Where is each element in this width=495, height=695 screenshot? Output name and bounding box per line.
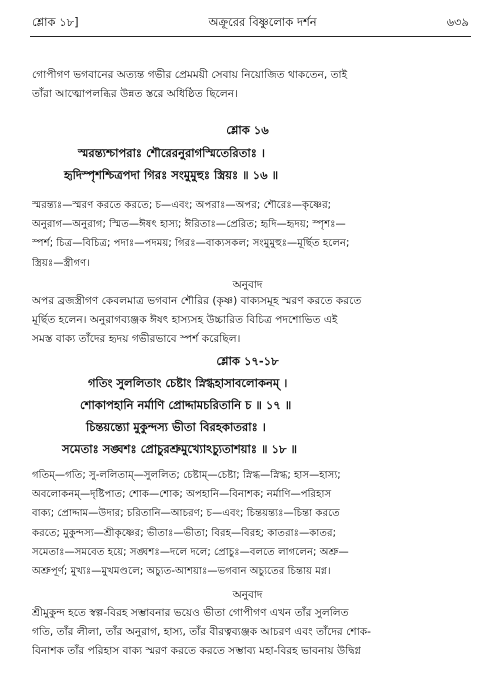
header-divider xyxy=(30,36,471,37)
header-chapter-title: অক্রূরের বিষ্ণুলোক দর্শন xyxy=(208,14,317,29)
text-line: বিনাশক তাঁর পরিহাস বাক্য স্মরণ করতে করতে সম্ভাব্য মহা-বিরহ ভাবনায় উদ্বিগ্ন xyxy=(32,645,361,657)
synonym-line: স্ত্রিয়ঃ—স্ত্রীগণ। xyxy=(32,257,90,269)
synonym-line: স্পর্শ; চিত্র—বিচিত্র; পদাঃ—পদময়; গিরঃ—বাক্যসকল; সংমুমুহুঃ—মূর্ছিত হলেন; xyxy=(32,238,350,250)
verse-16-heading: শ্লোক ১৬ xyxy=(226,123,269,137)
verse-16-synonyms xyxy=(32,196,467,273)
verse-line: হৃদিস্পৃশশ্চিত্রপদা গিরঃ সংমুমুহুঃ স্ত্রিয়ঃ ॥ ১৬ ॥ xyxy=(64,168,279,182)
translation-16-text xyxy=(32,292,467,349)
synonym-line: বাক্য; প্রোদ্দাম—উদার; চরিতানি—আচরণ; চ—এবং; চিন্তয়ন্ত্যঃ—চিন্তা করতে xyxy=(32,508,340,520)
verse-17-18-heading: শ্লোক ১৭-১৮ xyxy=(216,354,279,368)
synonym-line: অশ্রুপূর্ণ; মুখ্যঃ—মুখমণ্ডলে; অচ্যুত-আশয়াঃ—ভগবান অচ্যুতের চিন্তায় মগ্ন। xyxy=(32,566,331,578)
synonym-line: অবলোকনম্—দৃষ্টিপাত; শোক—শোক; অপহানি—বিনাশক; নর্মাণি—পরিহাস xyxy=(32,489,332,501)
text-line: তাঁরা আত্মোপলব্ধির উন্নত স্তরে অধিষ্ঠিত ছিলেন। xyxy=(32,88,238,100)
text-line: শ্রীমুকুন্দ হতে স্বল্প-বিরহ সম্ভাবনার ভয়েও ভীতা গোপীগণ এখন তাঁর সুললিত xyxy=(32,607,349,619)
synonym-line: সমেতাঃ—সমবেত হয়ে; সঙ্ঘশঃ—দলে দলে; প্রোচুঃ—বলতে লাগলেন; অশ্রু— xyxy=(32,546,349,558)
text-line: গোপীগণ ভগবানের অত্যন্ত গভীর প্রেমময়ী সেবায় নিয়োজিত থাকতেন, তাই xyxy=(32,69,348,81)
verse-line: শোকাপহানি নর্মাণি প্রোদ্দামচরিতানি চ ॥ ১৭ ॥ xyxy=(80,398,292,412)
verse-line: চিন্তয়ন্ত্যো মুকুন্দস্য ভীতা বিরহকাতরাঃ । xyxy=(86,420,266,434)
synonym-line: অনুরাগ—অনুরাগ; স্মিত—ঈষৎ হাস্য; ঈরিতাঃ—প্রেরিত; হৃদি—হৃদয়; স্পৃশঃ— xyxy=(32,219,346,231)
header-verse-ref: শ্লোক ১৮] xyxy=(32,14,79,29)
synonym-line: স্মরন্ত্যঃ—স্মরণ করতে করতে; চ—এবং; অপরাঃ—অপর; শৌরেঃ—কৃষ্ণের; xyxy=(32,200,332,211)
text-line: অপর ব্রজস্ত্রীগণ কেবলমাত্র ভগবান শৌরির (কৃষ্ণ) বাক্যসমূহ স্মরণ করতে করতে xyxy=(32,295,362,307)
translation-17-18-label: অনুবাদ xyxy=(232,589,263,601)
text-line: মূর্ছিত হলেন। অনুরাগব্যঞ্জক ঈষৎ হাস্যসহ উচ্চারিত বিচিত্র পদশোভিত এই xyxy=(32,314,338,326)
intro-paragraph xyxy=(32,66,467,104)
synonym-line: গতিম্—গতি; সু-ললিতাম্—সুললিত; চেষ্টাম্—চেষ্টা; স্নিগ্ধ—স্নিগ্ধ; হাস—হাস্য; xyxy=(32,470,341,481)
verse-line: স্মরন্ত্যশ্চাপরাঃ শৌরেরনুরাগস্মিতেরিতাঃ । xyxy=(78,146,265,160)
verse-line: গতিং সুললিতাং চেষ্টাং স্নিগ্ধহাসাবলোকনম্ । xyxy=(88,376,288,390)
page-header xyxy=(32,14,469,32)
page-number: ৬৩৯ xyxy=(446,14,469,29)
text-line: সমস্ত বাক্য তাঁদের হৃদয় গভীরভাবে স্পর্শ করেছিল। xyxy=(32,333,241,345)
verse-17-18-text xyxy=(62,372,471,460)
translation-16-label: অনুবাদ xyxy=(232,279,263,291)
verse-17-18-synonyms xyxy=(32,466,467,581)
verse-16-text xyxy=(64,142,471,186)
translation-17-18-text xyxy=(32,604,467,661)
text-line: গতি, তাঁর লীলা, তাঁর অনুরাগ, হাস্য, তাঁর বীরত্বব্যঞ্জক আচরণ এবং তাঁদের শোক- xyxy=(32,626,372,638)
verse-line: সমেতাঃ সঙ্ঘশঃ প্রোচুরশ্রুমুখ্যোঽচ্যুতাশয়াঃ ॥ ১৮ ॥ xyxy=(62,442,297,456)
synonym-line: করতে; মুকুন্দস্য—শ্রীকৃষ্ণের; ভীতাঃ—ভীতা; বিরহ—বিরহ; কাতরাঃ—কাতর; xyxy=(32,527,337,539)
